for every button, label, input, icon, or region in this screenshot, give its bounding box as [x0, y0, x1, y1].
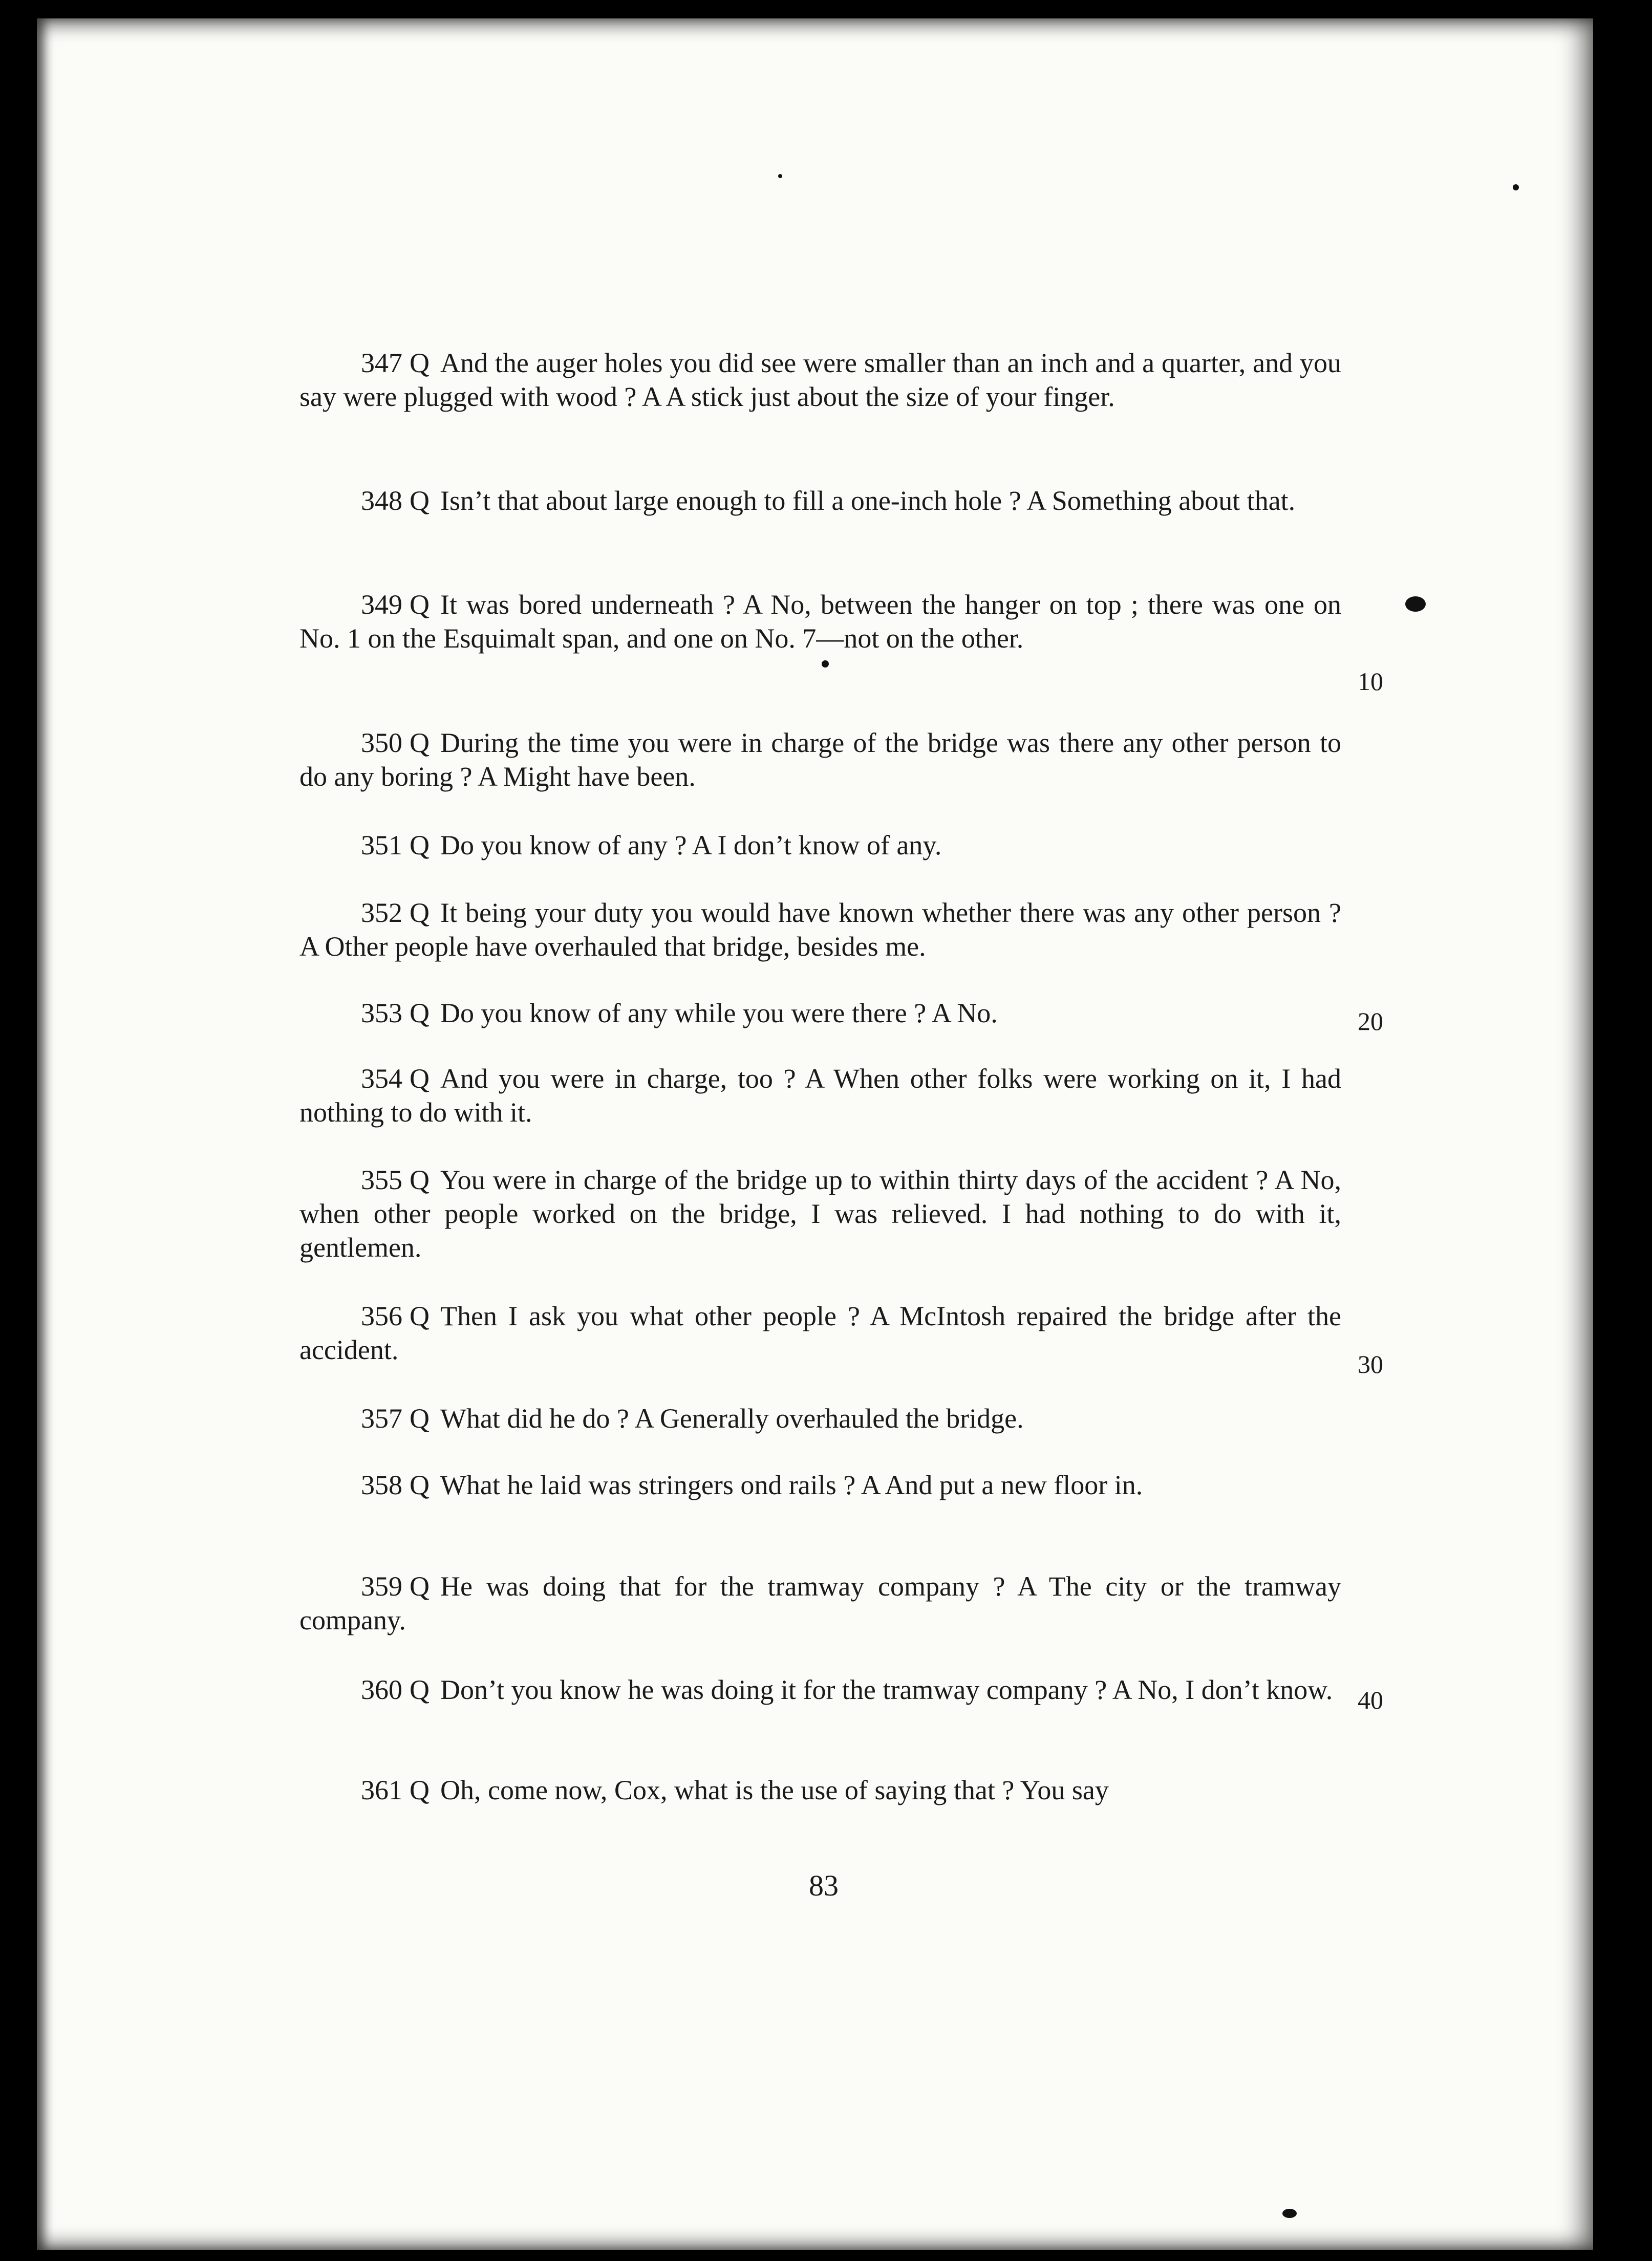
question-number: 349	[361, 589, 402, 620]
testimony-entry-360	[299, 1673, 1341, 1707]
testimony-entry-354	[299, 1062, 1341, 1129]
testimony-text: Isn’t that about large enough to fill a one-inch hole ? A Something about that.	[440, 485, 1296, 516]
question-number: 354	[361, 1063, 402, 1094]
question-marker: Q	[410, 727, 430, 758]
testimony-text: Oh, come now, Cox, what is the use of saying that ? You say	[440, 1775, 1109, 1805]
margin-line-number-10: 10	[1358, 667, 1383, 696]
question-marker: Q	[410, 1063, 430, 1094]
question-marker: Q	[410, 485, 430, 516]
testimony-text: He was doing that for the tramway company ? A The city or the tramway company.	[299, 1571, 1341, 1635]
testimony-entry-353	[299, 996, 1341, 1030]
testimony-entry-359	[299, 1569, 1341, 1637]
question-marker: Q	[410, 897, 430, 928]
question-number: 357	[361, 1403, 402, 1434]
testimony-text: During the time you were in charge of the bridge was there any other person to do any boring ? A Might have been.	[299, 727, 1341, 792]
question-marker: Q	[410, 1674, 430, 1705]
question-marker: Q	[410, 1403, 430, 1434]
testimony-text: What he laid was stringers ond rails ? A And put a new floor in.	[440, 1470, 1143, 1500]
question-marker: Q	[410, 998, 430, 1028]
testimony-text: It being your duty you would have known whether there was any other person ? A Other people have overhauled that bridge, besides me.	[299, 897, 1341, 962]
testimony-text: It was bored underneath ? A No, between the hanger on top ; there was one on No. 1 on the Esquimalt span, and one on No. 7—not on the other.	[299, 589, 1341, 654]
question-number: 347	[361, 348, 402, 378]
testimony-text: What did he do ? A Generally overhauled the bridge.	[440, 1403, 1024, 1434]
scan-speck	[1282, 2209, 1297, 2218]
question-marker: Q	[410, 830, 430, 860]
question-number: 358	[361, 1470, 402, 1500]
testimony-text: Then I ask you what other people ? A McIntosh repaired the bridge after the accident.	[299, 1301, 1341, 1365]
question-marker: Q	[410, 589, 430, 620]
question-number: 359	[361, 1571, 402, 1602]
testimony-entry-357	[299, 1402, 1341, 1435]
question-number: 352	[361, 897, 402, 928]
question-marker: Q	[410, 1165, 430, 1195]
scan-speck	[1405, 596, 1426, 612]
question-number: 348	[361, 485, 402, 516]
question-marker: Q	[410, 1775, 430, 1805]
margin-line-number-30: 30	[1358, 1350, 1383, 1379]
question-number: 353	[361, 998, 402, 1028]
scan-speck	[1513, 184, 1519, 190]
question-marker: Q	[410, 1571, 430, 1602]
testimony-entry-358	[299, 1468, 1341, 1502]
testimony-text: And the auger holes you did see were smaller than an inch and a quarter, and you say were plugged with wood ? A A stick just about the size of your finger.	[299, 348, 1341, 412]
testimony-text: And you were in charge, too ? A When other folks were working on it, I had nothing to do with it.	[299, 1063, 1341, 1128]
testimony-text: Do you know of any ? A I don’t know of any.	[440, 830, 942, 860]
page-number: 83	[809, 1869, 839, 1902]
question-number: 361	[361, 1775, 402, 1805]
question-number: 351	[361, 830, 402, 860]
testimony-text: Do you know of any while you were there ? A No.	[440, 998, 998, 1028]
scan-speck	[822, 660, 829, 667]
testimony-entry-361	[299, 1773, 1341, 1807]
margin-line-number-20: 20	[1358, 1007, 1383, 1036]
margin-line-number-40: 40	[1358, 1686, 1383, 1714]
question-number: 350	[361, 727, 402, 758]
scan-speck	[778, 174, 782, 178]
testimony-entry-355	[299, 1163, 1341, 1264]
testimony-entry-350	[299, 726, 1341, 793]
question-number: 355	[361, 1165, 402, 1195]
testimony-entry-351	[299, 828, 1341, 862]
testimony-text: You were in charge of the bridge up to within thirty days of the accident ? A No, when other people worked on the bridge, I was relieved. I had nothing to do with it, gentlemen.	[299, 1165, 1341, 1263]
testimony-entry-349	[299, 588, 1341, 655]
testimony-text: Don’t you know he was doing it for the tramway company ? A No, I don’t know.	[440, 1674, 1333, 1705]
question-marker: Q	[410, 1301, 430, 1331]
question-marker: Q	[410, 1470, 430, 1500]
testimony-entry-356	[299, 1299, 1341, 1367]
question-number: 360	[361, 1674, 402, 1705]
testimony-entry-352	[299, 896, 1341, 963]
question-number: 356	[361, 1301, 402, 1331]
question-marker: Q	[410, 348, 430, 378]
testimony-entry-348	[299, 484, 1341, 518]
testimony-entry-347	[299, 346, 1341, 414]
